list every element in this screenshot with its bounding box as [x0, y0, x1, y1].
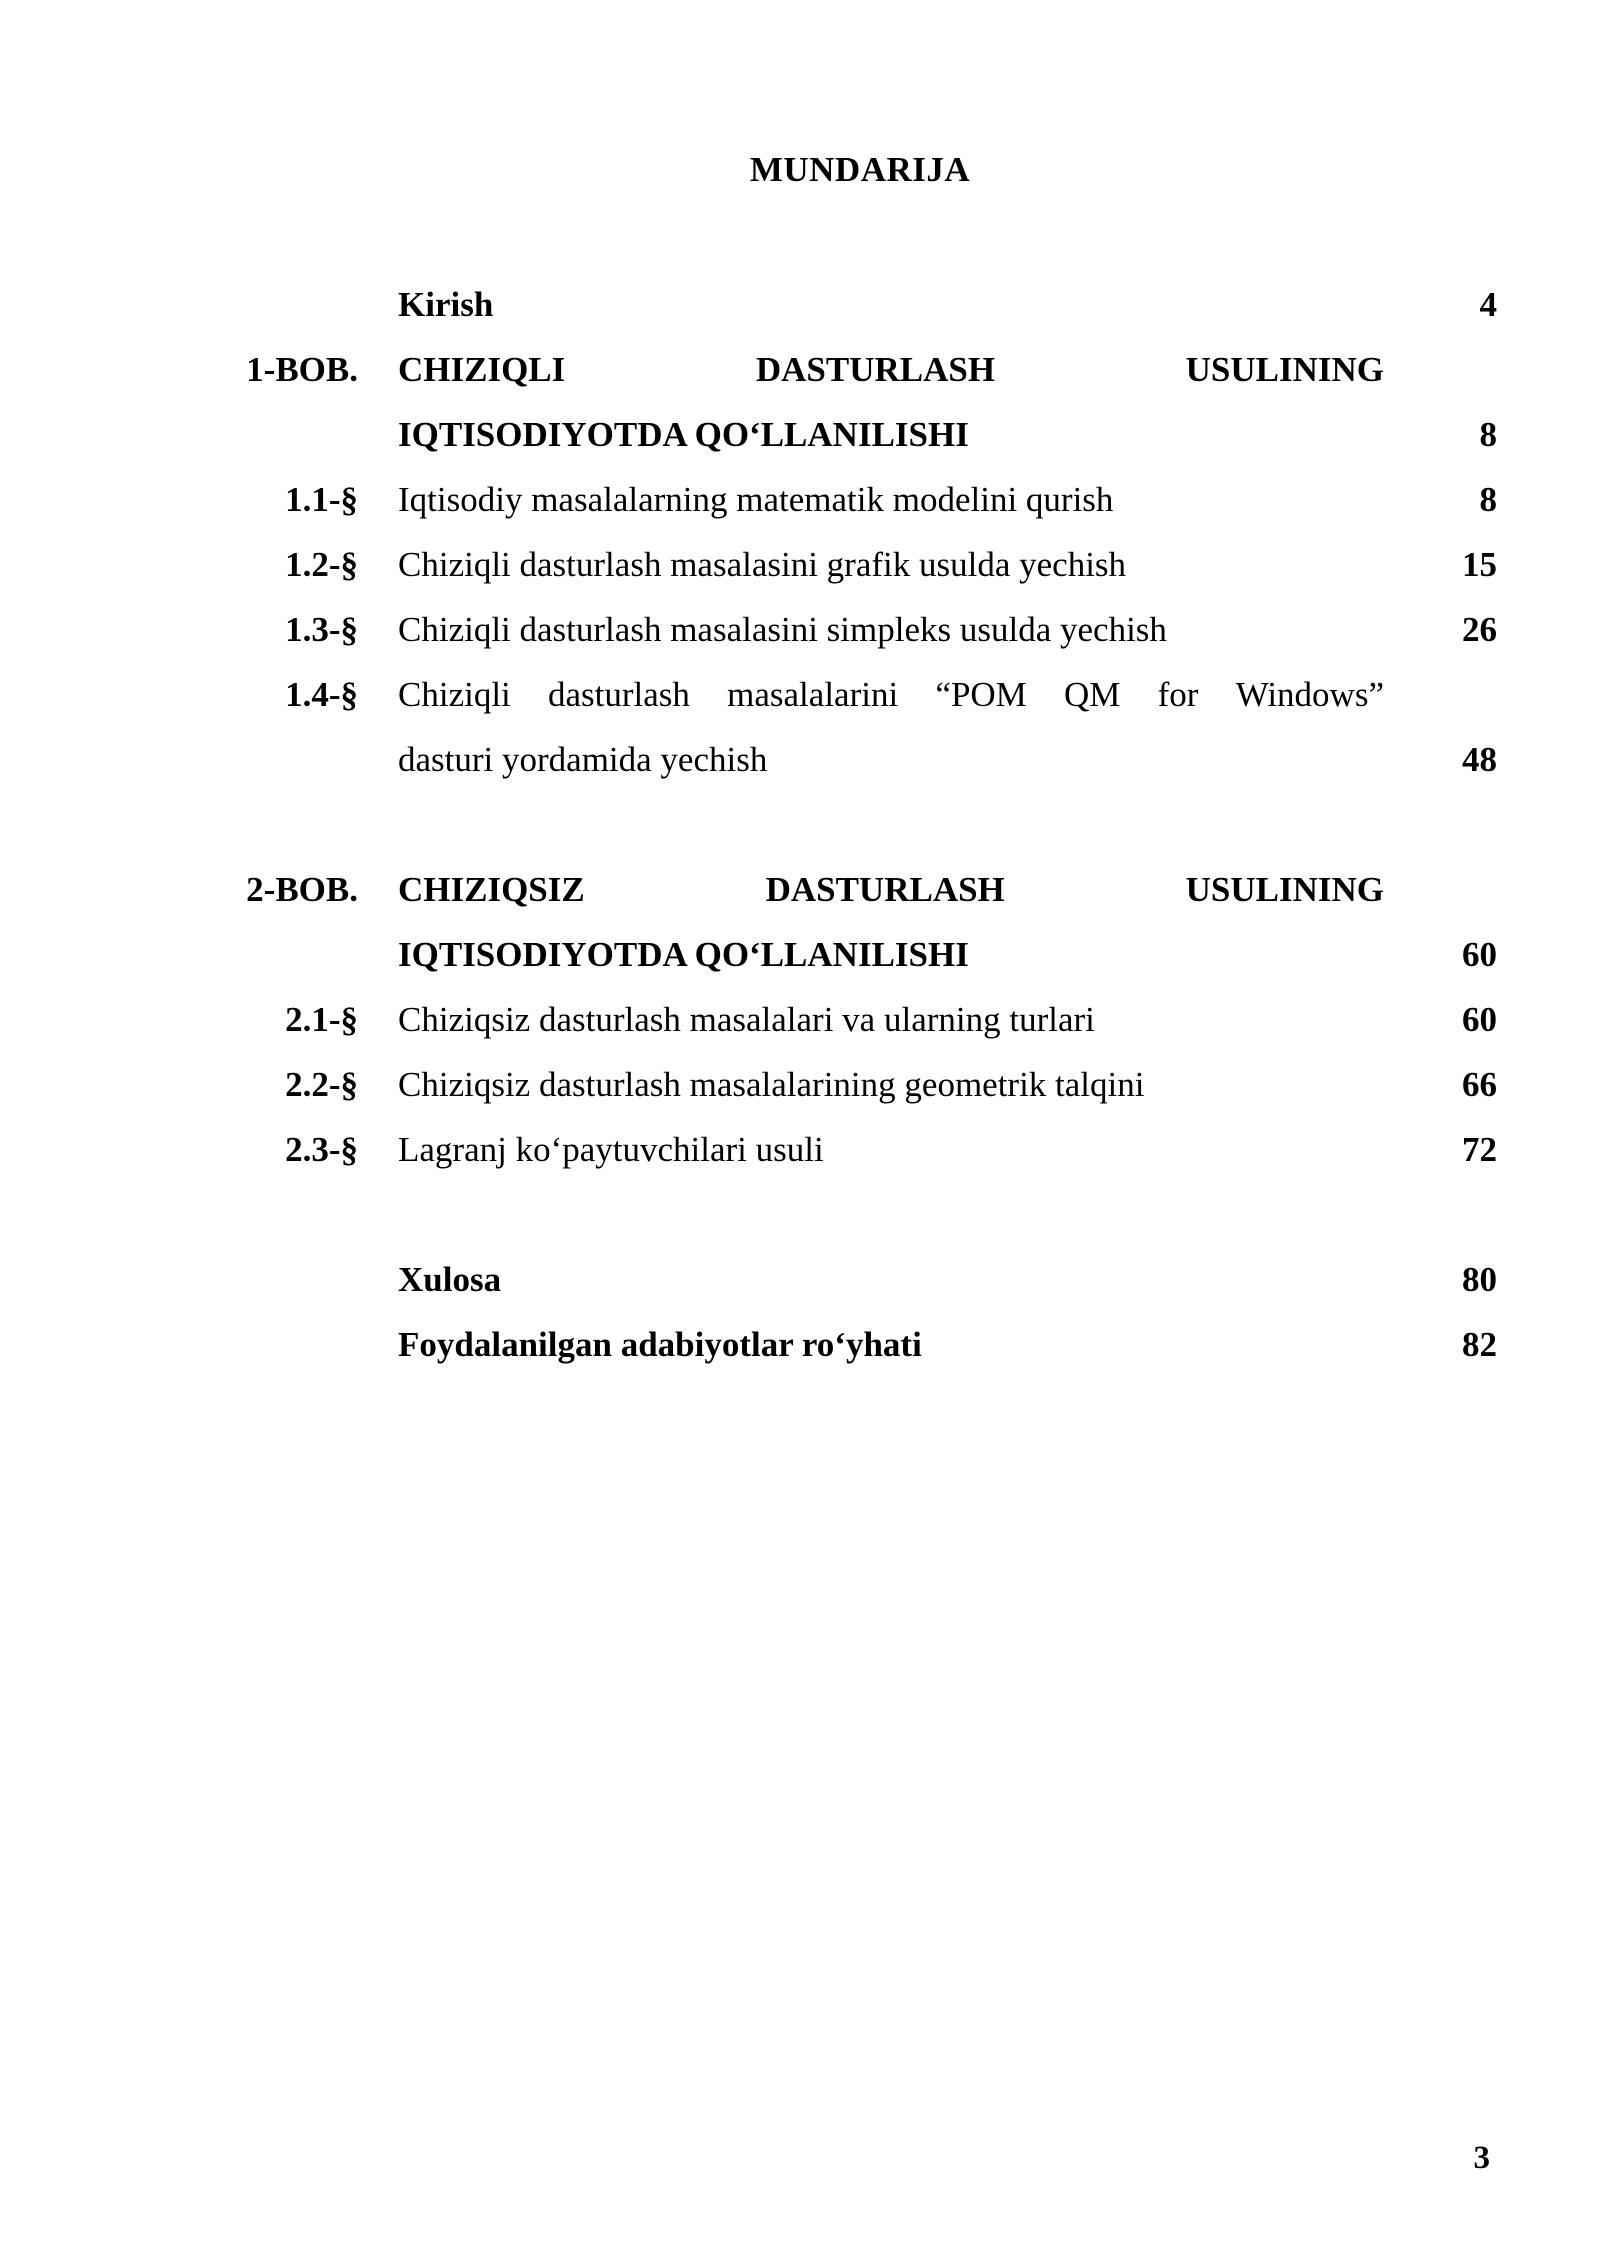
page-number: 3 [1473, 2140, 1490, 2176]
toc-entry-number: 2.3-§ [285, 1130, 358, 1169]
toc-entry [0, 272, 1600, 338]
toc-entry [0, 1117, 1600, 1183]
toc-entry-number: 1.2-§ [285, 545, 358, 584]
toc-entry-word: CHIZIQSIZ [398, 870, 585, 909]
toc-entry [0, 532, 1600, 598]
toc-entry-number: 1-BOB. [246, 350, 358, 389]
toc-entry [0, 337, 1600, 403]
toc-entry-number: 1.4-§ [285, 675, 358, 714]
toc-entry-page: 8 [1479, 480, 1497, 519]
toc-entry-page: 8 [1479, 415, 1497, 454]
toc-entry [0, 922, 1600, 988]
toc-entry-title [398, 857, 1384, 923]
toc-entry [0, 1052, 1600, 1118]
toc-entry-title: Lagranj ko‘paytuvchilari usuli [398, 1130, 824, 1169]
toc-entry [0, 727, 1600, 793]
toc-entry-title: Kirish [398, 285, 494, 324]
toc-entry-title: Chiziqsiz dasturlash masalalarining geometrik talqini [398, 1065, 1145, 1104]
toc-entry [0, 597, 1600, 663]
toc-entry [0, 662, 1600, 728]
toc-entry [0, 467, 1600, 533]
toc-entry-word: DASTURLASH [755, 350, 996, 389]
toc-entry-page: 80 [1462, 1260, 1497, 1299]
toc-entry-word: dasturlash [548, 675, 690, 714]
toc-entry [0, 987, 1600, 1053]
toc-entry-word: masalalarini [727, 675, 899, 714]
toc-entry-number: 2.1-§ [285, 1000, 358, 1039]
toc-entry-word: QM [1064, 675, 1121, 714]
toc-entry-title: Foydalanilgan adabiyotlar ro‘yhati [398, 1325, 922, 1364]
toc-entry-title [398, 337, 1384, 403]
toc-entry [0, 857, 1600, 923]
toc-entry-title [398, 662, 1384, 728]
toc-entry-number: 2-BOB. [246, 870, 358, 909]
toc-entry-page: 26 [1462, 610, 1497, 649]
toc-entry-title: IQTISODIYOTDA QO‘LLANILISHI [398, 935, 969, 974]
toc-entry [0, 402, 1600, 468]
toc-entry-word: for [1157, 675, 1199, 714]
toc-entry-page: 15 [1462, 545, 1497, 584]
toc-entry-word: “POM [935, 675, 1027, 714]
toc-entry-title: Chiziqli dasturlash masalasini grafik usulda yechish [398, 545, 1127, 584]
toc-entry-page: 82 [1462, 1325, 1497, 1364]
toc-entry-word: Chiziqli [398, 675, 511, 714]
toc-entry-title: IQTISODIYOTDA QO‘LLANILISHI [398, 415, 969, 454]
toc-entry [0, 1312, 1600, 1378]
toc-entry-word: CHIZIQLI [398, 350, 566, 389]
toc-entry-page: 48 [1462, 740, 1497, 779]
toc-entry-word: Windows” [1235, 675, 1384, 714]
toc-entry-title: Xulosa [398, 1260, 502, 1299]
toc-entry-word: USULINING [1185, 350, 1384, 389]
toc-entry-title: Chiziqsiz dasturlash masalalari va ularning turlari [398, 1000, 1095, 1039]
toc-entry-title: Chiziqli dasturlash masalasini simpleks usulda yechish [398, 610, 1167, 649]
toc-entry-word: USULINING [1185, 870, 1384, 909]
toc-entry-page: 60 [1462, 935, 1497, 974]
toc-entry-page: 72 [1462, 1130, 1497, 1169]
toc-entry-title: dasturi yordamida yechish [398, 740, 768, 779]
toc-entry-page: 4 [1479, 285, 1497, 324]
toc-entry-number: 1.1-§ [285, 480, 358, 519]
toc-entry-word: DASTURLASH [765, 870, 1005, 909]
toc-entry-page: 60 [1462, 1000, 1497, 1039]
toc-entry [0, 1247, 1600, 1313]
toc-entry-page: 66 [1462, 1065, 1497, 1104]
toc-entry-number: 1.3-§ [285, 610, 358, 649]
toc-entry-number: 2.2-§ [285, 1065, 358, 1104]
toc-entry-title: Iqtisodiy masalalarning matematik modelini qurish [398, 480, 1114, 519]
page-title: MUNDARIJA [749, 150, 971, 189]
